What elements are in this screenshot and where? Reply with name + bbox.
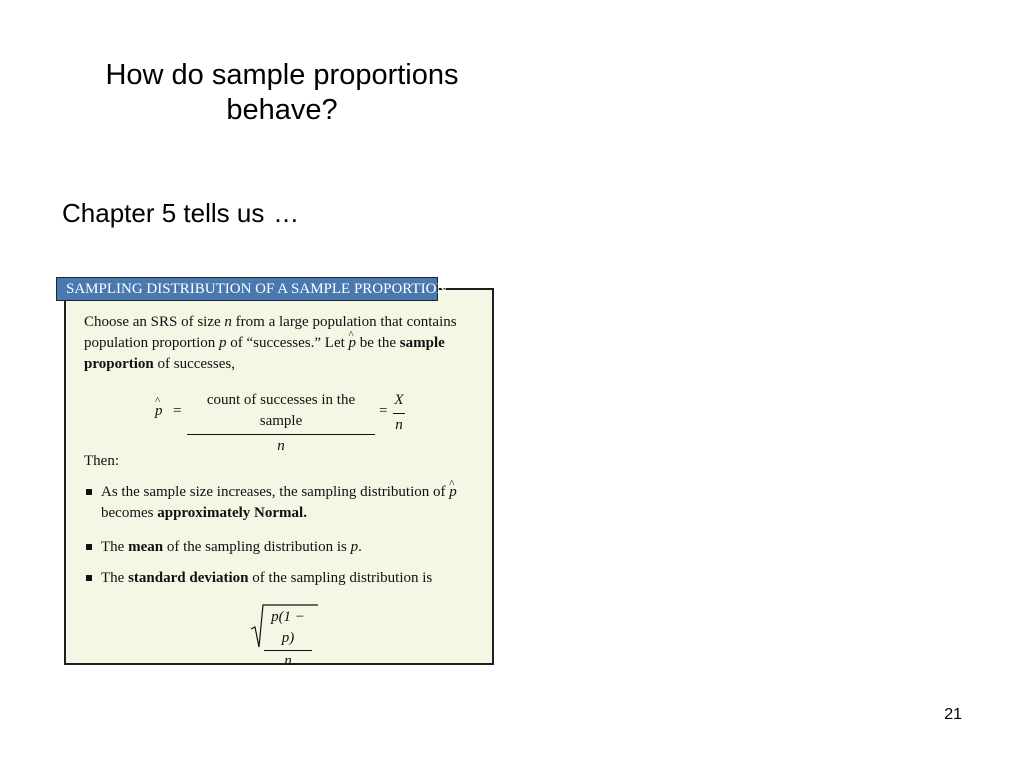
formula-numerator-2: X <box>393 390 405 414</box>
var-p-hat: ^ p <box>349 335 357 351</box>
bullet-square-icon <box>86 575 92 581</box>
sd-denominator: n <box>284 653 292 669</box>
bullet2-text-1: The <box>101 539 129 555</box>
bullet-square-icon <box>86 489 92 495</box>
para-text-3: of “successes.” Let <box>226 335 349 351</box>
definition-paragraph <box>84 312 464 375</box>
formula-numerator-1: count of successes in the sample <box>187 390 375 435</box>
bullet-square-icon <box>86 544 92 550</box>
term-sample-proportion: sample proportion <box>84 335 445 372</box>
bullet2-var-p: p <box>350 539 359 555</box>
bullet1-p-hat: ^ p <box>449 484 457 500</box>
formula-denominator-2: n <box>395 417 403 433</box>
formula-fraction-1 <box>187 390 375 457</box>
var-n: n <box>224 314 232 330</box>
bullet2-text-2: of the sampling distribution is <box>163 539 351 555</box>
para-text-5: of successes, <box>153 356 235 372</box>
var-p: p <box>219 335 227 351</box>
standard-deviation-formula <box>250 603 320 669</box>
page-number: 21 <box>944 706 962 723</box>
para-text-2: from a large population that contains population proportion <box>84 314 457 351</box>
sd-fraction <box>264 607 312 672</box>
slide-subtitle <box>62 196 299 230</box>
bullet2-text-3: . <box>358 539 362 555</box>
bullet-normality <box>86 482 476 524</box>
formula-equals-1: = <box>173 403 182 419</box>
formula-fraction-2 <box>393 390 405 436</box>
bullet3-bold: standard deviation <box>128 570 249 586</box>
sd-numerator: p(1 − p) <box>264 607 312 651</box>
subtitle-text: Chapter 5 tells us <box>62 198 265 228</box>
bullet-text <box>101 482 476 524</box>
formula-lhs: ^ p <box>155 401 163 422</box>
bullet-mean <box>86 537 476 558</box>
bullet-text <box>101 537 476 558</box>
bullet1-text-2: becomes <box>101 505 158 521</box>
formula-equals-2: = <box>379 403 388 419</box>
slide-title: How do sample proportions behave? <box>105 59 459 126</box>
bullet1-text-1: As the sample size increases, the sampling distribution of <box>101 484 450 500</box>
then-label: Then: <box>84 453 119 469</box>
subtitle-ellipsis: ... <box>274 198 299 228</box>
bullet1-bold: approximately Normal. <box>157 505 307 521</box>
sample-proportion-formula <box>155 390 415 454</box>
definition-box-header: SAMPLING DISTRIBUTION OF A SAMPLE PROPORTION <box>56 277 438 301</box>
bullet3-text-1: The <box>101 570 129 586</box>
para-text-4: be the <box>356 335 400 351</box>
bullet-standard-deviation <box>86 568 476 589</box>
bullet3-text-2: of the sampling distribution is <box>248 570 433 586</box>
formula-denominator-1: n <box>277 438 285 454</box>
para-text-1: Choose an SRS of size <box>84 314 225 330</box>
bullet-text <box>101 568 476 589</box>
bullet2-bold: mean <box>128 539 164 555</box>
